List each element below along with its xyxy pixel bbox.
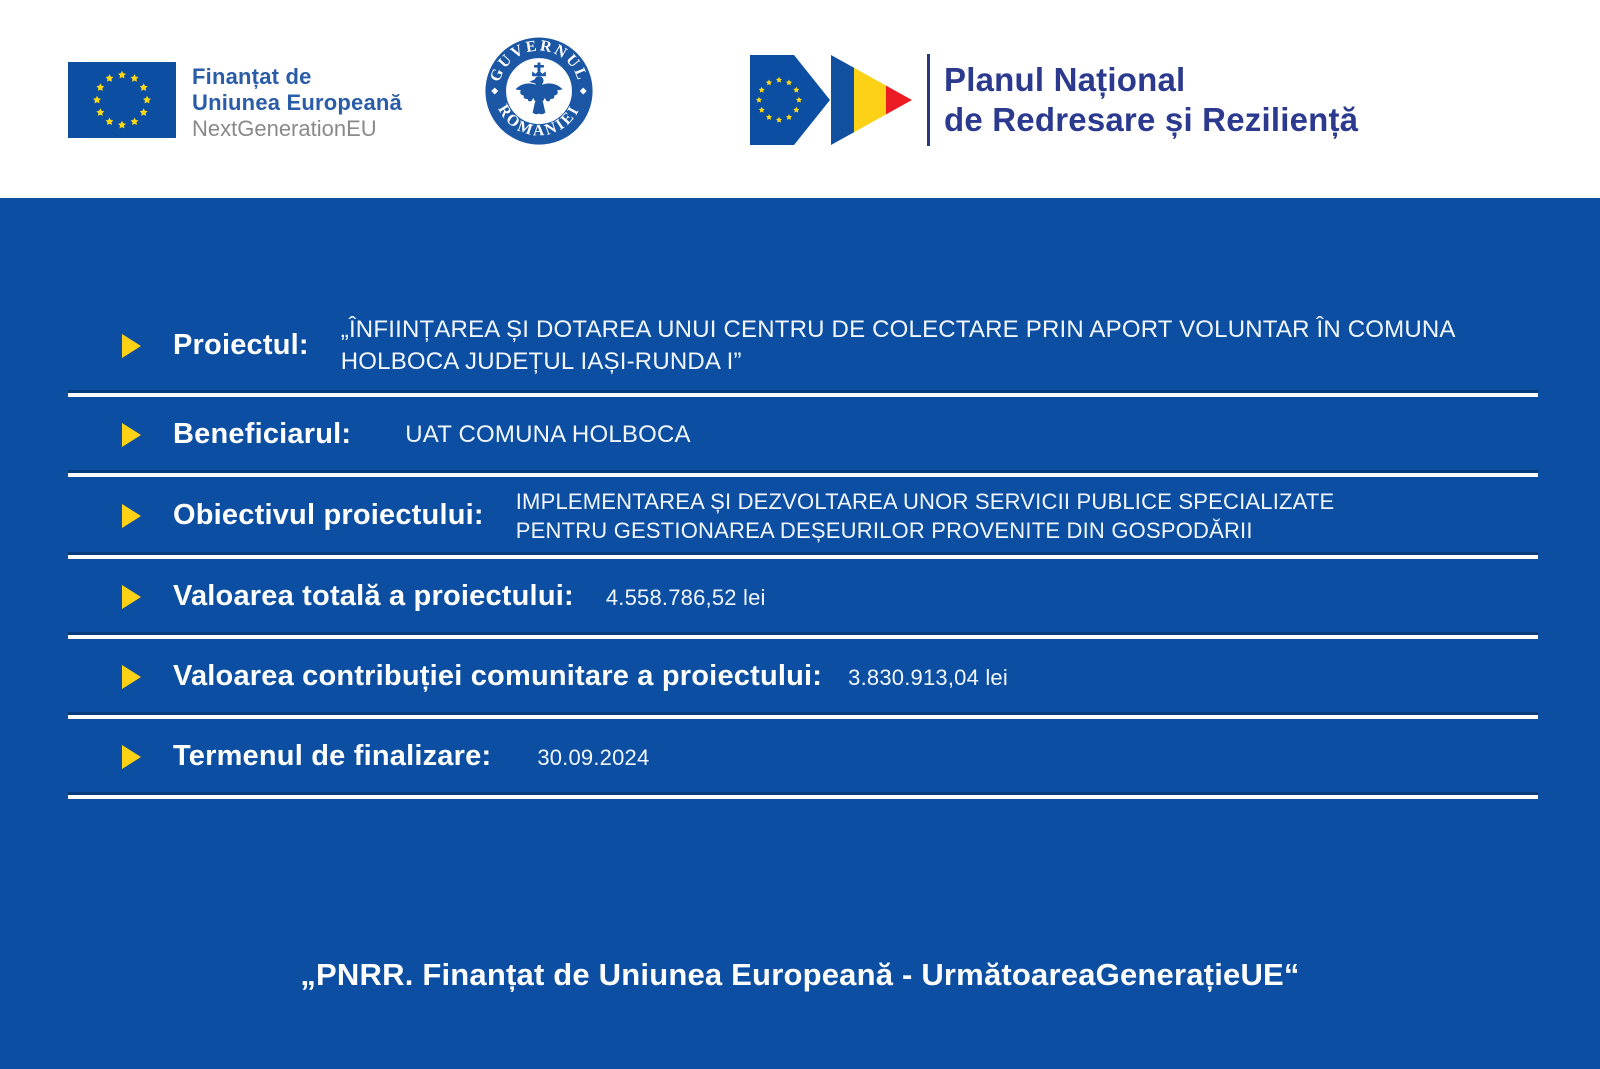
row-obiectivul xyxy=(0,477,1600,555)
triangle-bullet-icon xyxy=(122,334,141,358)
row-termen-label: Termenul de finalizare: xyxy=(173,740,492,773)
row-proiectul xyxy=(0,298,1600,393)
row-valoare-totala xyxy=(0,559,1600,635)
eu-funded-line3: NextGenerationEU xyxy=(192,115,377,141)
row-contributie-comunitara xyxy=(0,639,1600,715)
row-contributie-label: Valoarea contribuției comunitare a proiectului: xyxy=(173,660,823,693)
project-info-panel xyxy=(0,198,1600,1069)
pnrr-divider xyxy=(927,54,930,146)
row-beneficiarul xyxy=(0,397,1600,473)
row-obiectivul-value: IMPLEMENTAREA ȘI DEZVOLTAREA UNOR SERVICII PUBLICE SPECIALIZATE PENTRU GESTIONAREA DEȘEURILOR PROVENITE DIN GOSPODĂRII xyxy=(515,489,1335,544)
gov-romania-seal-icon xyxy=(480,28,598,160)
row-proiectul-value: „ÎNFIINȚAREA ȘI DOTAREA UNUI CENTRU DE COLECTARE PRIN APORT VOLUNTAR ÎN COMUNA HOLBOCA JUDEȚUL IAȘI-RUNDA I” xyxy=(340,316,1455,375)
eu-funded-line1: Finanțat de xyxy=(192,64,312,89)
seal-top-text: GUVERNUL xyxy=(486,37,592,85)
pnrr-logo xyxy=(750,54,1358,146)
eu-funded-line2: Uniunea Europeană xyxy=(192,89,402,115)
pnrr-arrows-icon xyxy=(750,55,913,145)
row-termen-value: 30.09.2024 xyxy=(537,744,650,770)
pnrr-title-line1: Planul Național xyxy=(944,61,1186,99)
pnrr-footer-slogan: „PNRR. Finanțat de Uniunea Europeană - UrmătoareaGenerațieUE“ xyxy=(300,956,1300,992)
romania-flag-arrow-icon xyxy=(831,55,912,145)
row-termen-finalizare xyxy=(0,719,1600,795)
eu-funded-logo-text xyxy=(192,62,402,142)
pnrr-wordmark xyxy=(944,60,1358,139)
eu-flag-icon xyxy=(68,62,176,138)
row-contributie-value: 3.830.913,04 lei xyxy=(848,664,1008,690)
separator-line xyxy=(68,795,1538,799)
gov-romania-seal xyxy=(480,28,598,165)
pnrr-title-line2: de Redresare și Reziliență xyxy=(944,101,1359,138)
logo-band xyxy=(0,0,1600,198)
triangle-bullet-icon xyxy=(122,665,141,689)
row-proiectul-label: Proiectul: xyxy=(173,328,309,361)
row-beneficiarul-label: Beneficiarul: xyxy=(173,418,352,451)
triangle-bullet-icon xyxy=(122,423,141,447)
eu-funded-logo xyxy=(68,62,402,142)
triangle-bullet-icon xyxy=(122,745,141,769)
seal-bottom-text: ROMÂNIEI xyxy=(494,101,584,140)
row-beneficiarul-value: UAT COMUNA HOLBOCA xyxy=(405,421,691,449)
row-obiectivul-label: Obiectivul proiectului: xyxy=(173,499,484,532)
row-valoare-totala-label: Valoarea totală a proiectului: xyxy=(173,580,574,613)
row-valoare-totala-value: 4.558.786,52 lei xyxy=(605,584,766,610)
triangle-bullet-icon xyxy=(122,504,141,528)
triangle-bullet-icon xyxy=(122,585,141,609)
